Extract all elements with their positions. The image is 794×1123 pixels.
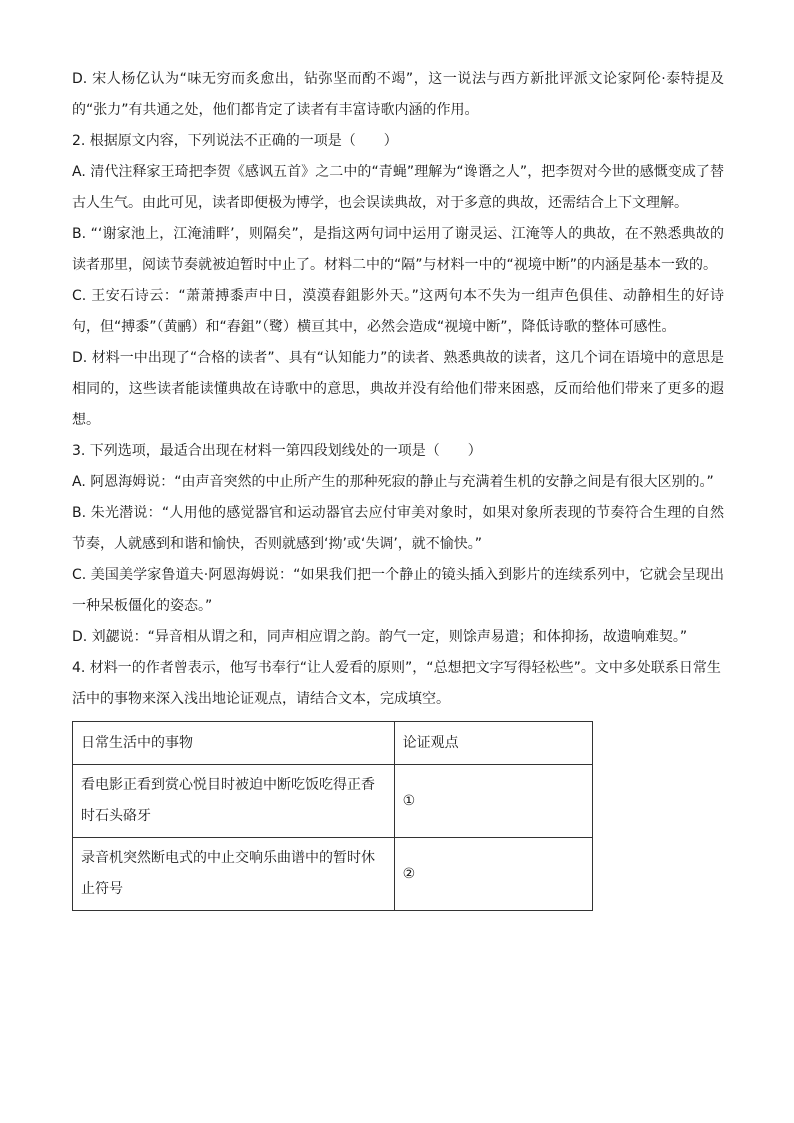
- question-3-option-d: D. 刘勰说：“异音相从谓之和，同声相应谓之韵。韵气一定，则馀声易遣；和体抑扬，故遗响难契。”: [72, 629, 688, 645]
- table-header-cell: 论证观点: [394, 722, 592, 765]
- table-header-row: [73, 722, 593, 765]
- table-cell: 录音机突然断电式的中止交响乐曲谱中的暂时休止符号: [73, 838, 395, 911]
- table-row: [73, 765, 593, 838]
- question-3-stem: 3. 下列选项，最适合出现在材料一第四段划线处的一项是（ ）: [72, 443, 482, 459]
- table-header-cell: 日常生活中的事物: [73, 722, 395, 765]
- question-3-option-c: C. 美国美学家鲁道夫·阿恩海姆说：“如果我们把一个静止的镜头插入到影片的连续系列中，它就会呈现出一种呆板僵化的姿态。”: [72, 567, 724, 614]
- table-answer-cell[interactable]: ①: [394, 765, 592, 838]
- question-3-option-a: A. 阿恩海姆说：“由声音突然的中止所产生的那种死寂的静止与充满着生机的安静之间是有很大区别的。”: [72, 474, 714, 490]
- question-2-stem: 2. 根据原文内容，下列说法不正确的一项是（ ）: [72, 133, 398, 149]
- question-2-option-d: D. 材料一中出现了“合格的读者”、具有“认知能力”的读者、熟悉典故的读者，这几个词在语境中的意思是相同的，这些读者能读懂典故在诗歌中的意思，典故并没有给他们带来困惑，反而给他们带来了更多的遐想。: [72, 350, 724, 428]
- table-cell: 看电影正看到赏心悦目时被迫中断吃饭吃得正香时石头硌牙: [73, 765, 395, 838]
- table-row: [73, 838, 593, 911]
- question-2-option-b: B. “‘谢家池上，江淹浦畔’，则隔矣”，是指这两句词中运用了谢灵运、江淹等人的典故，在不熟悉典故的读者那里，阅读节奏就被迫暂时中止了。材料二中的“隔”与材料一中的“视境中断”的内涵是基本一致的。: [72, 226, 724, 273]
- q1-option-d: D. 宋人杨亿认为“味无穷而炙愈出，钻弥坚而酌不竭”，这一说法与西方新批评派文论家阿伦·泰特提及的“张力”有共通之处，他们都肯定了读者有丰富诗歌内涵的作用。: [72, 71, 724, 118]
- fill-in-table: [72, 721, 593, 911]
- question-4-stem: 4. 材料一的作者曾表示，他写书奉行“让人爱看的原则”，“总想把文字写得轻松些”。文中多处联系日常生活中的事物来深入浅出地论证观点，请结合文本，完成填空。: [72, 660, 721, 707]
- table-answer-cell[interactable]: ②: [394, 838, 592, 911]
- exam-page: [72, 64, 724, 911]
- question-2-option-c: C. 王安石诗云：“萧萧搏黍声中日，漠漠舂鉏影外天。”这两句本不失为一组声色俱佳、动静相生的好诗句，但“搏黍”（黄鹂）和“舂鉏”（鹭）横亘其中，必然会造成“视境中断”，降低诗歌的整体可感性。: [72, 288, 724, 335]
- question-2-option-a: A. 清代注释家王琦把李贺《感讽五首》之二中的“青蝇”理解为“谗谮之人”，把李贺对今世的感慨变成了替古人生气。由此可见，读者即便极为博学，也会误读典故，对于多意的典故，还需结合上下文理解。: [72, 164, 724, 211]
- question-3-option-b: B. 朱光潜说：“人用他的感觉器官和运动器官去应付审美对象时，如果对象所表现的节奏符合生理的自然节奏，人就感到和谐和愉快，否则就感到‘拗’或‘失调’，就不愉快。”: [72, 505, 724, 552]
